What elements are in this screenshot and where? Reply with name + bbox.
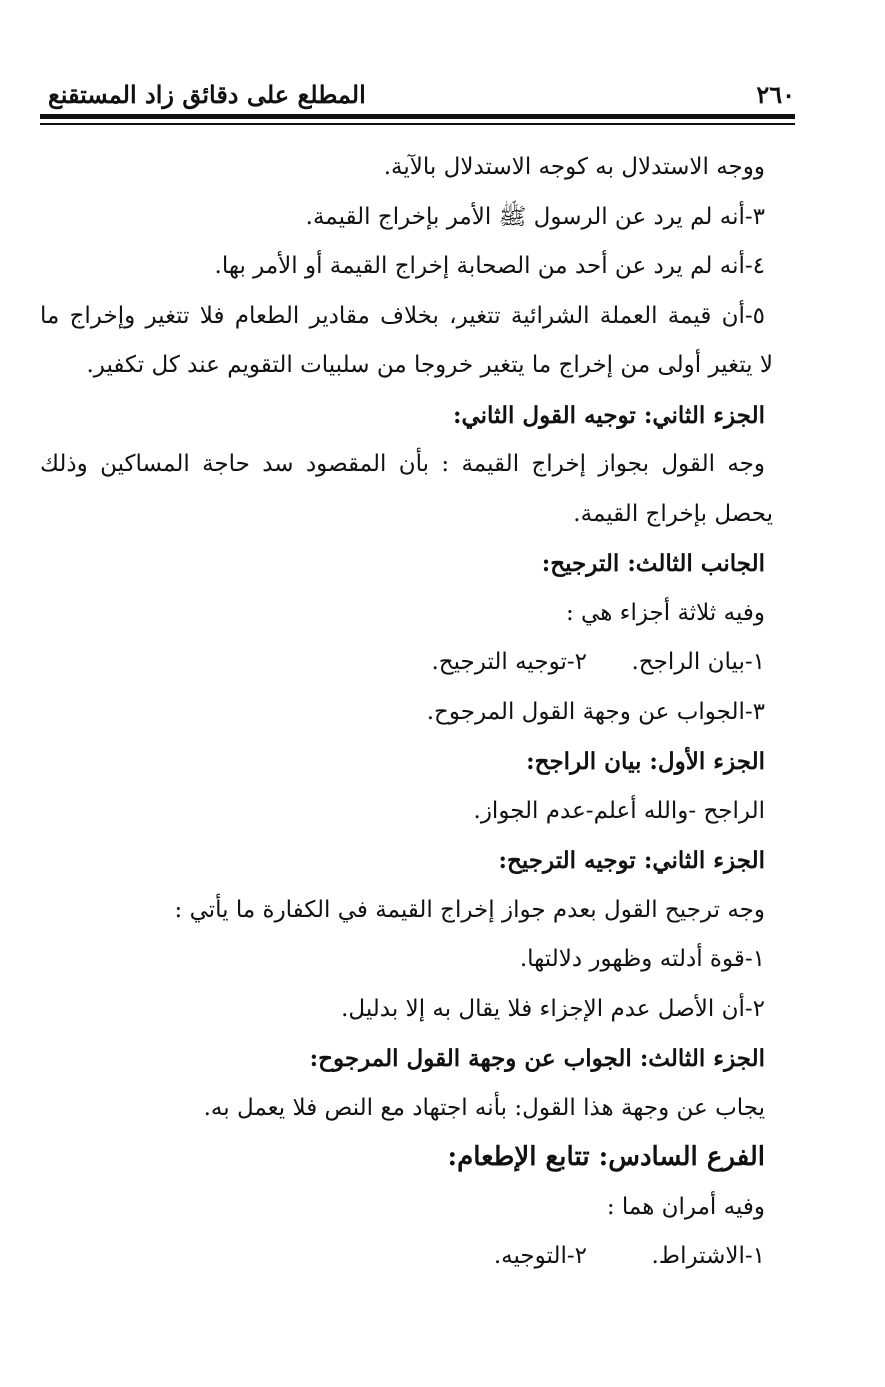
list-item: ٢-التوجيه. [493,1243,587,1269]
page-header [40,70,795,110]
text-line: وجه ترجيح القول بعدم جواز إخراج القيمة في الكفارة ما يأتي : [174,896,765,923]
text-line: وفيه ثلاثة أجزاء هي : [565,599,765,626]
page-body [40,143,773,1282]
text-line: ٣-الجواب عن وجهة القول المرجوح. [426,698,765,725]
list-item: ١-بيان الراجح. [631,649,765,675]
subheading: الجزء الثاني: توجيه الترجيح: [498,847,765,874]
section-heading: الجانب الثالث: الترجيح: [541,550,765,577]
text-line: الراجح -والله أعلم-عدم الجواز. [473,797,765,824]
text-line: ووجه الاستدلال به كوجه الاستدلال بالآية. [383,154,765,180]
text-line: ١-قوة أدلته وظهور دلالتها. [519,946,765,972]
text-line: يجاب عن وجهة هذا القول: بأنه اجتهاد مع النص فلا يعمل به. [203,1094,765,1121]
header-rule-thick [40,114,795,119]
text-line: يحصل بإخراج القيمة. [573,500,773,527]
list-item: ١-الاشتراط. [651,1243,765,1269]
text-line: لا يتغير أولى من إخراج ما يتغير خروجا من سلبيات التقويم عند كل تكفير. [86,352,773,378]
subheading: الجزء الأول: بيان الراجح: [526,748,765,775]
two-column-list [40,638,765,688]
two-column-list [40,1232,765,1282]
text-line: ٢-أن الأصل عدم الإجزاء فلا يقال به إلا بدليل. [341,995,765,1022]
page-number: ٢٦٠ [756,80,795,109]
text-line: ٣-أنه لم يرد عن الرسول ﷺ الأمر بإخراج القيمة. [305,203,765,230]
text-line: ٥-أن قيمة العملة الشرائية تتغير، بخلاف مقادير الطعام فلا تتغير وإخراج ما [40,302,765,329]
text-line: وجه القول بجواز إخراج القيمة : بأن المقصود سد حاجة المساكين وذلك [40,451,765,477]
header-rule-thin [40,123,795,125]
list-item: ٢-توجيه الترجيح. [431,649,587,675]
running-title: المطلع على دقائق زاد المستقنع [48,80,366,109]
text-line: وفيه أمران هما : [606,1193,765,1220]
text-line: ٤-أنه لم يرد عن أحد من الصحابة إخراج القيمة أو الأمر بها. [214,253,765,279]
subheading: الجزء الثاني: توجيه القول الثاني: [453,401,765,429]
subheading: الجزء الثالث: الجواب عن وجهة القول المرجوح: [309,1045,765,1072]
branch-heading: الفرع السادس: تتابع الإطعام: [447,1142,765,1172]
